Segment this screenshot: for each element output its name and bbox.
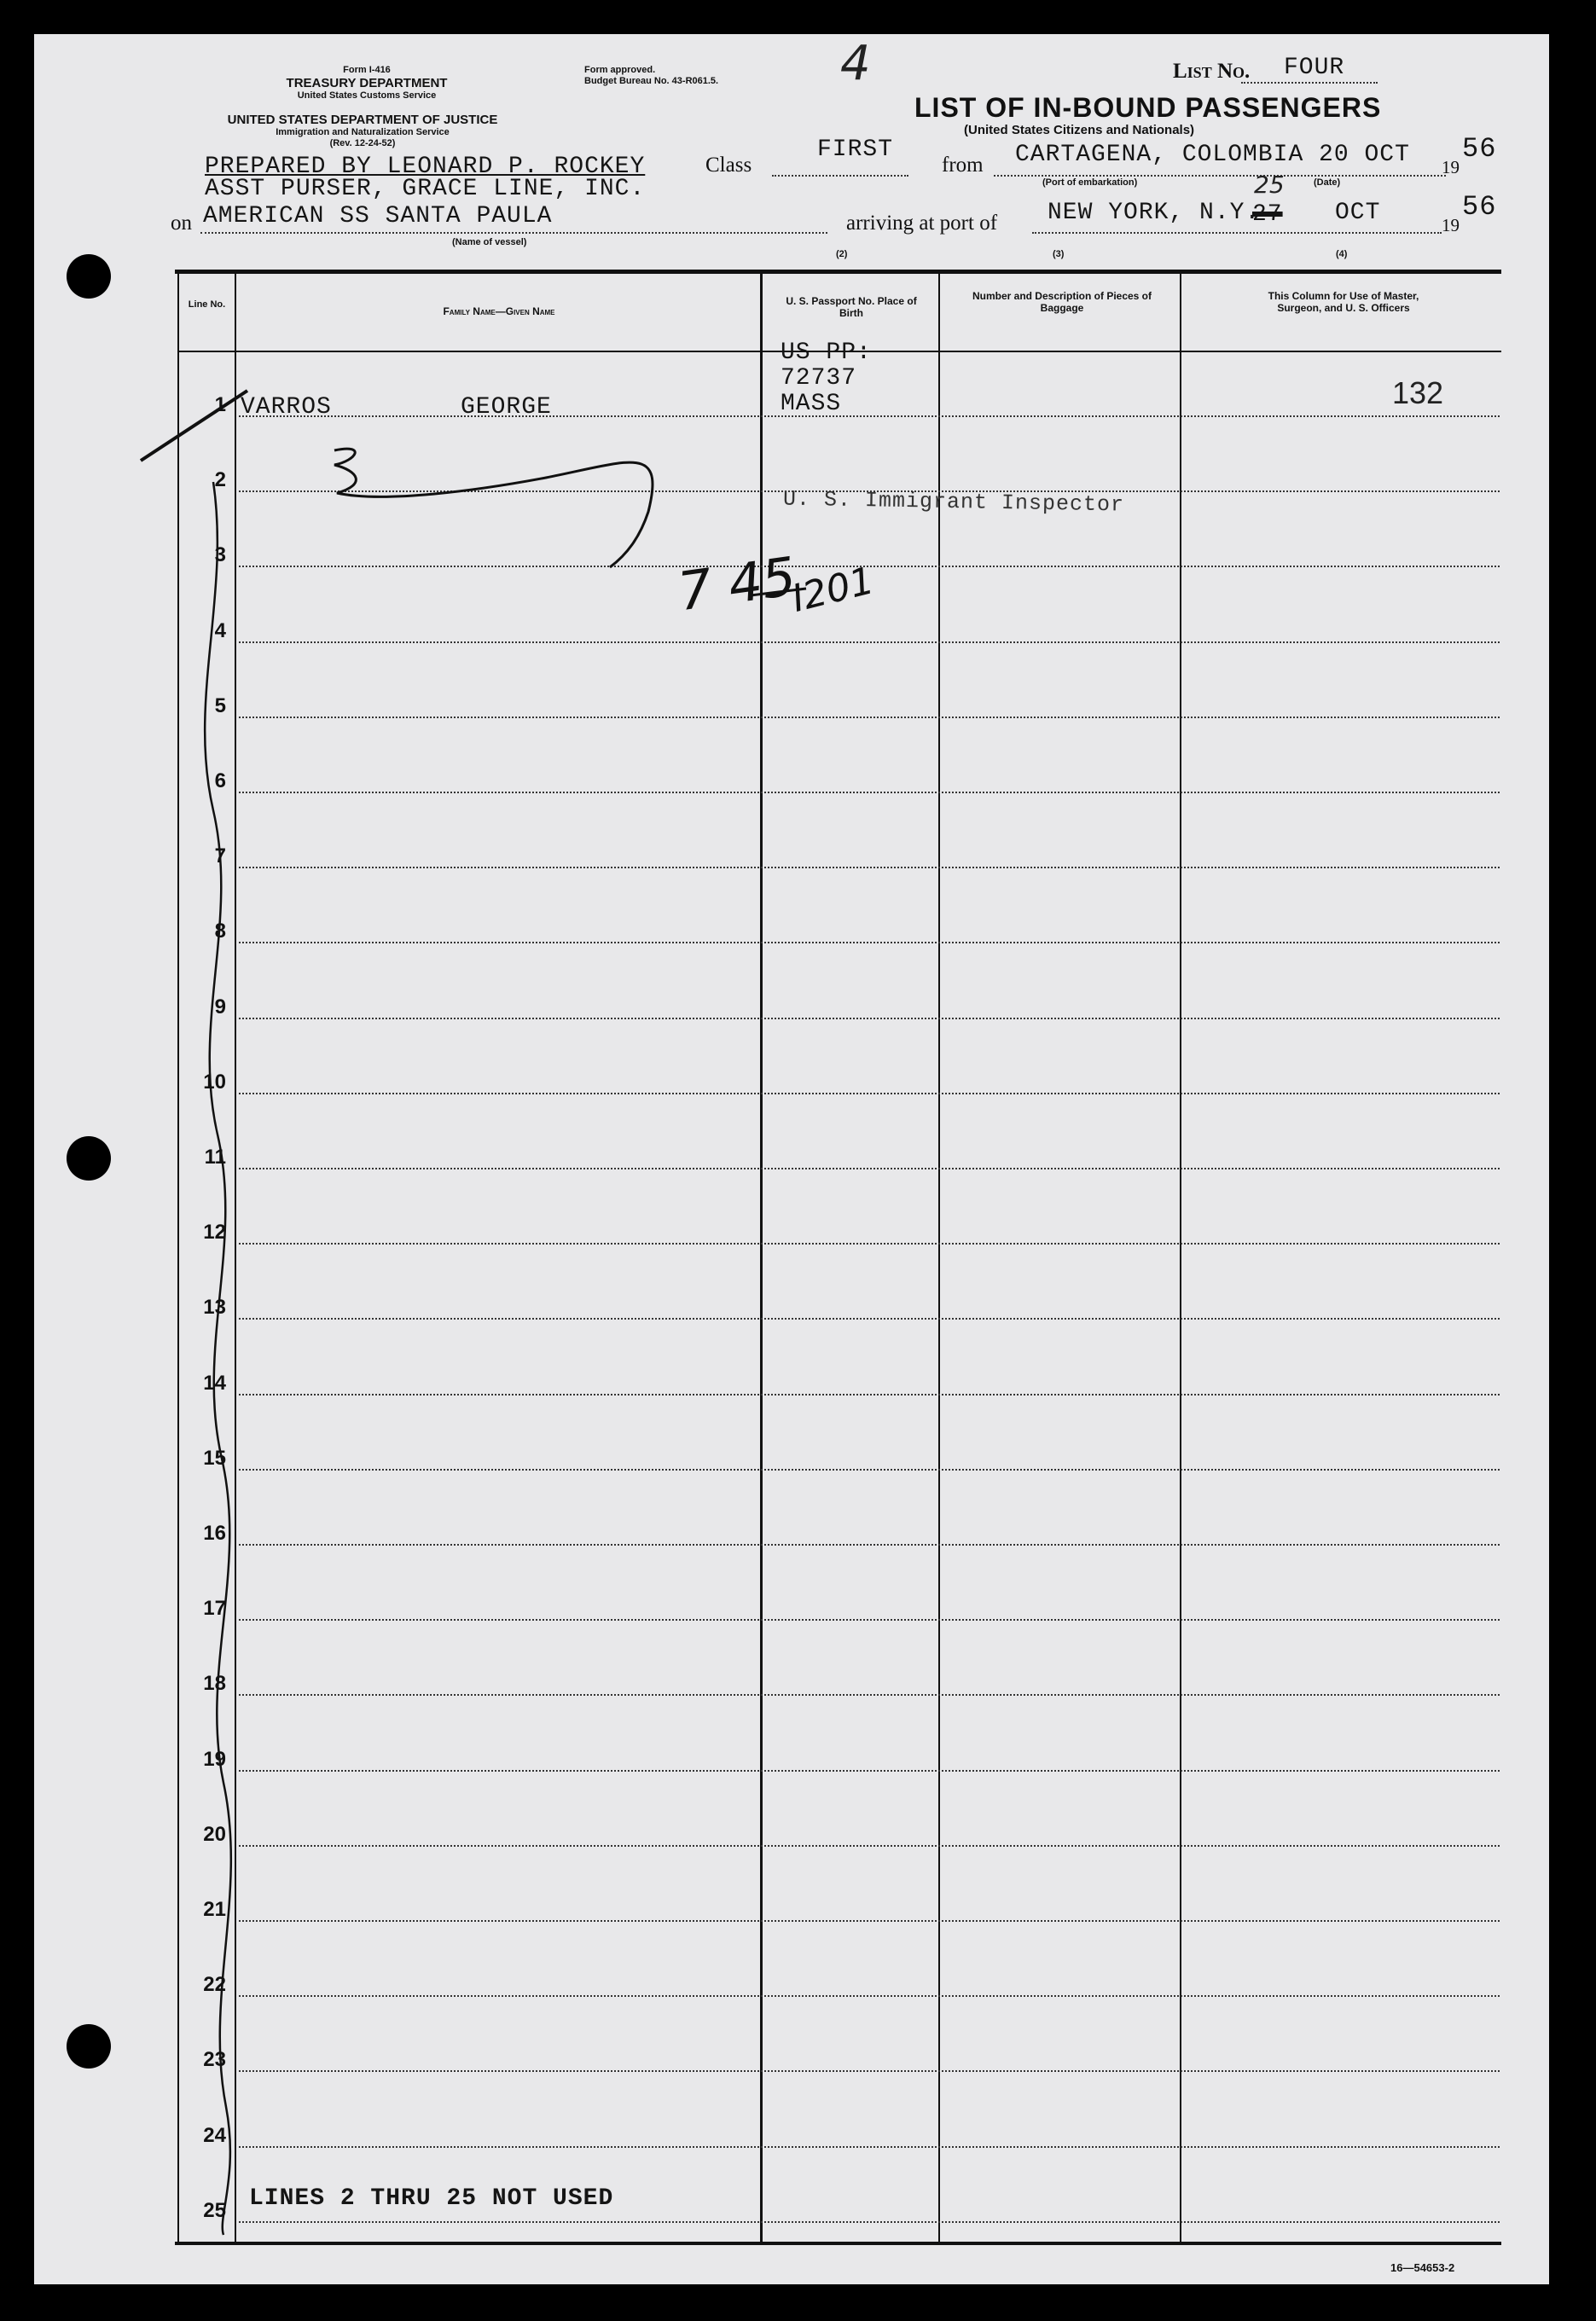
- column-name: Family Name—Given Name: [443, 305, 555, 317]
- initials-signature: [334, 449, 653, 567]
- column-passport: U. S. Passport No. Place of Birth: [786, 295, 917, 319]
- passport-label: US PP:: [781, 339, 872, 366]
- line-number: 2: [214, 468, 226, 492]
- vessel-name: AMERICAN SS SANTA PAULA: [203, 203, 553, 229]
- budget-bureau: Budget Bureau No. 43-R061.5.: [584, 76, 719, 86]
- passport-number: 72737: [781, 365, 857, 392]
- list-no-value: FOUR: [1284, 55, 1345, 81]
- line-number: 13: [203, 1296, 226, 1320]
- arriving-year: 56: [1462, 191, 1497, 223]
- class-value: FIRST: [817, 136, 894, 163]
- caption-4: (4): [1336, 249, 1348, 259]
- line-number: 11: [204, 1146, 226, 1169]
- arriving-port: NEW YORK, N.Y.: [1048, 200, 1261, 226]
- prepared-by-line2: ASST PURSER, GRACE LINE, INC.: [205, 176, 646, 202]
- line-number: 10: [203, 1070, 226, 1094]
- handwritten-page-number: 4: [840, 36, 871, 91]
- line-bracket-mark: [205, 482, 231, 2235]
- line-number: 20: [203, 1822, 226, 1846]
- line-number: 7: [214, 844, 226, 868]
- from-year: 56: [1462, 133, 1497, 165]
- line-number: 21: [203, 1898, 226, 1921]
- column-officers: This Column for Use of Master, Surgeon, and U. S. Officers: [1268, 290, 1419, 314]
- from-year-prefix: 19: [1442, 157, 1460, 177]
- from-value: CARTAGENA, COLOMBIA 20 OCT: [1015, 142, 1410, 168]
- form-revision: (Rev. 12-24-52): [329, 138, 396, 148]
- on-label: on: [171, 212, 192, 235]
- line-number: 17: [203, 1597, 226, 1621]
- birthplace: MASS: [781, 391, 842, 417]
- line-number: 24: [203, 2123, 226, 2147]
- arriving-day-struck: 27: [1252, 201, 1283, 228]
- arriving-label: arriving at port of: [846, 212, 998, 235]
- line-number: 25: [203, 2198, 226, 2222]
- line-number: 18: [203, 1672, 226, 1696]
- line-number: 5: [214, 693, 226, 717]
- caption-3: (3): [1053, 249, 1065, 259]
- arriving-day-handwritten: 25: [1254, 171, 1285, 199]
- department-of-justice: UNITED STATES DEPARTMENT OF JUSTICE: [227, 113, 498, 127]
- port-caption: (Port of embarkation): [1042, 177, 1138, 188]
- caption-2: (2): [836, 249, 848, 259]
- line-number: 15: [203, 1446, 226, 1470]
- from-label: from: [942, 154, 984, 177]
- line-number: 8: [214, 920, 226, 943]
- inspector-stamp: U. S. Immigrant Inspector: [782, 486, 1125, 518]
- list-no-label: List No.: [1173, 60, 1251, 83]
- line-number: 6: [214, 769, 226, 792]
- prepared-by-line1: PREPARED BY LEONARD P. ROCKEY: [205, 154, 646, 180]
- footer-code: 16—54653-2: [1390, 2261, 1455, 2274]
- class-label: Class: [705, 154, 752, 177]
- list-subtitle: (United States Citizens and Nationals): [964, 123, 1195, 137]
- line-number: 19: [203, 1747, 226, 1771]
- given-name: GEORGE: [461, 394, 552, 421]
- line-number: 12: [203, 1221, 226, 1245]
- line-number: 1: [214, 393, 226, 416]
- ins-service: Immigration and Naturalization Service: [276, 127, 450, 137]
- arriving-year-prefix: 19: [1442, 215, 1460, 235]
- line-number: 23: [203, 2048, 226, 2072]
- handwritten-code: I201: [787, 559, 879, 621]
- line-number: 22: [203, 1973, 226, 1997]
- family-name: VARROS: [241, 394, 332, 421]
- arriving-month: OCT: [1335, 200, 1381, 226]
- form-approved: Form approved.: [584, 65, 656, 75]
- strike-through-mark: [141, 391, 247, 461]
- line-number: 16: [203, 1522, 226, 1545]
- line-number: 9: [214, 995, 226, 1018]
- treasury-department: TREASURY DEPARTMENT: [286, 76, 448, 90]
- date-caption: (Date): [1314, 177, 1341, 188]
- customs-service: United States Customs Service: [297, 90, 437, 101]
- form-number: Form I-416: [343, 65, 391, 75]
- not-used-note: LINES 2 THRU 25 NOT USED: [249, 2185, 614, 2212]
- line-number: 14: [203, 1371, 226, 1395]
- vessel-caption: (Name of vessel): [452, 237, 527, 247]
- officer-note: 132: [1392, 375, 1444, 410]
- line-number: 3: [214, 543, 226, 567]
- list-title: LIST OF IN-BOUND PASSENGERS: [914, 92, 1382, 123]
- column-line-no: Line No.: [188, 299, 226, 310]
- handwritten-time: 7 45: [674, 544, 800, 624]
- line-number: 4: [214, 618, 226, 642]
- column-baggage: Number and Description of Pieces of Baggage: [972, 290, 1152, 314]
